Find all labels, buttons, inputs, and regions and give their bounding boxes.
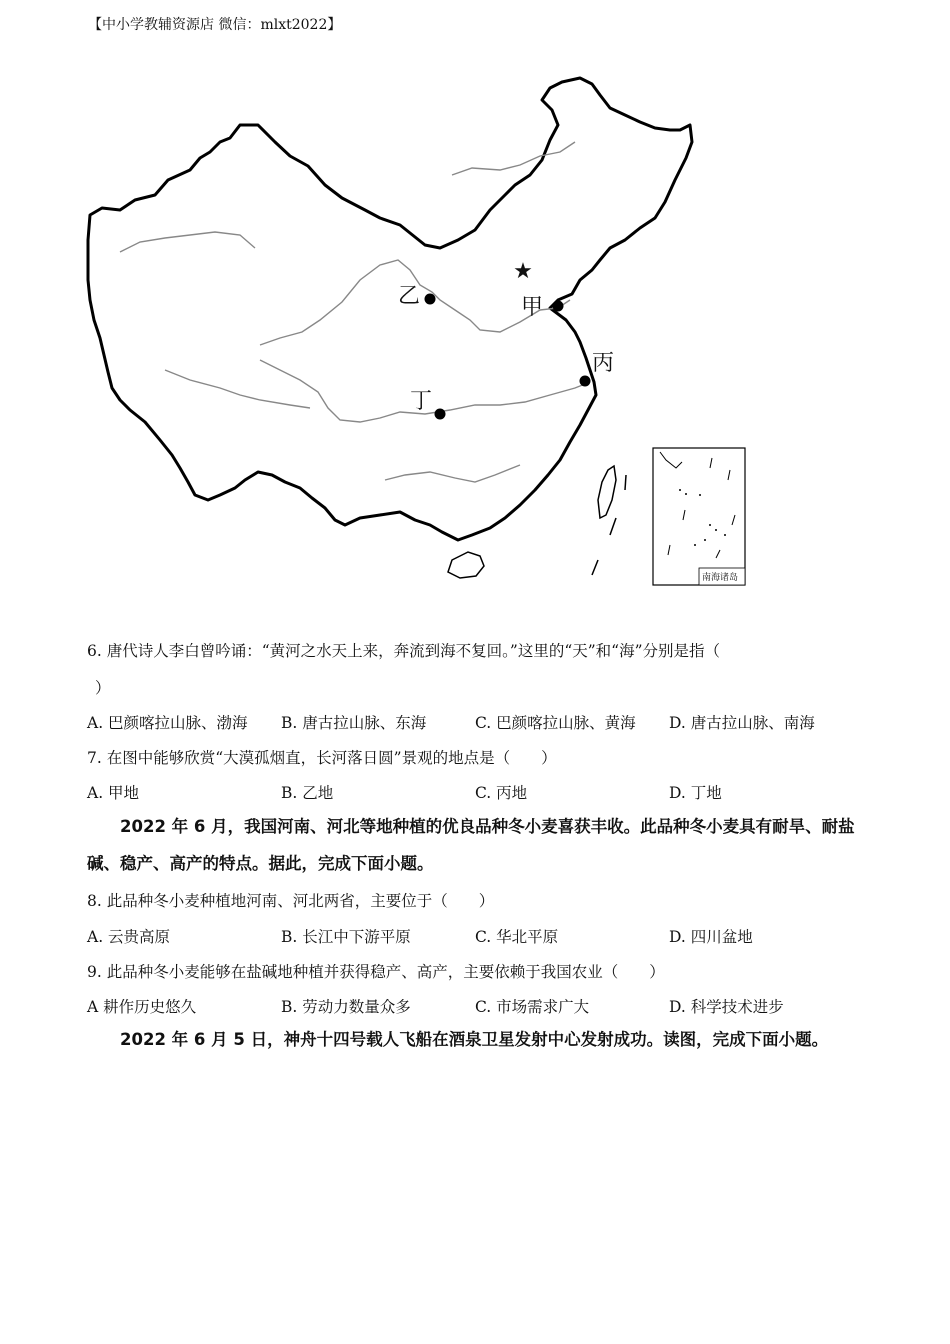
china-map-svg [80,70,760,590]
hainan-island [448,552,484,578]
q9-option-d[interactable]: D. 科学技术进步 [669,998,784,1016]
star-marker: ★ [513,259,533,284]
q8-option-c[interactable]: C. 华北平原 [475,928,559,946]
point-yi-dot [425,294,436,305]
point-ding-dot [435,409,446,420]
taiwan-island [598,466,616,518]
q6-stem-end: ） [95,679,111,697]
q7-option-c[interactable]: C. 丙地 [475,784,528,802]
q6-option-a[interactable]: A. 巴颜喀拉山脉、渤海 [87,714,248,732]
south-sea-inset [653,448,745,585]
header-watermark: 【中小学教辅资源店 微信：mlxt2022】 [88,17,342,33]
passage-shenzhou-text: 2022 年 6 月 5 日，神舟十四号载人飞船在酒泉卫星发射中心发射成功。读图，完成下面小题。 [120,1030,829,1049]
q6-option-d[interactable]: D. 唐古拉山脉、南海 [669,714,815,732]
q9-option-b[interactable]: B. 劳动力数量众多 [281,998,411,1016]
q9-option-a[interactable]: A 耕作历史悠久 [87,998,197,1016]
inset-label: 南海诸岛 [702,573,739,583]
passage-shenzhou [87,1021,877,1058]
q9-stem: 9. 此品种冬小麦能够在盐碱地种植并获得稳产、高产，主要依赖于我国农业（ ） [87,963,665,981]
china-map [80,70,760,590]
passage-wheat-text: 2022 年 6 月，我国河南、河北等地种植的优良品种冬小麦喜获丰收。此品种冬小麦具有耐旱、耐盐碱、稳产、高产的特点。据此，完成下面小题。 [87,817,855,873]
country-border [88,78,692,540]
q7-option-a[interactable]: A. 甲地 [87,784,140,802]
q9-option-c[interactable]: C. 市场需求广大 [475,998,590,1016]
label-bing: 丙 [592,351,615,376]
q8-stem: 8. 此品种冬小麦种植地河南、河北两省，主要位于（ ） [87,892,495,910]
point-bing-dot [580,376,591,387]
q8-option-d[interactable]: D. 四川盆地 [669,928,753,946]
q7-option-b[interactable]: B. 乙地 [281,784,334,802]
label-jia: 甲 [521,295,544,320]
point-jia-dot [553,301,564,312]
q8-option-a[interactable]: A. 云贵高原 [87,928,171,946]
q7-stem: 7. 在图中能够欣赏“大漠孤烟直，长河落日圆”景观的地点是（ ） [87,749,557,767]
q7-option-d[interactable]: D. 丁地 [669,784,722,802]
q8-option-b[interactable]: B. 长江中下游平原 [281,928,411,946]
label-yi: 乙 [398,284,421,309]
q6-stem: 6. 唐代诗人李白曾吟诵：“黄河之水天上来，奔流到海不复回。”这里的“天”和“海”分别是指（ [87,642,721,660]
q6-option-c[interactable]: C. 巴颜喀拉山脉、黄海 [475,714,636,732]
label-ding: 丁 [410,389,433,414]
passage-wheat [87,808,877,882]
q6-option-b[interactable]: B. 唐古拉山脉、东海 [281,714,427,732]
